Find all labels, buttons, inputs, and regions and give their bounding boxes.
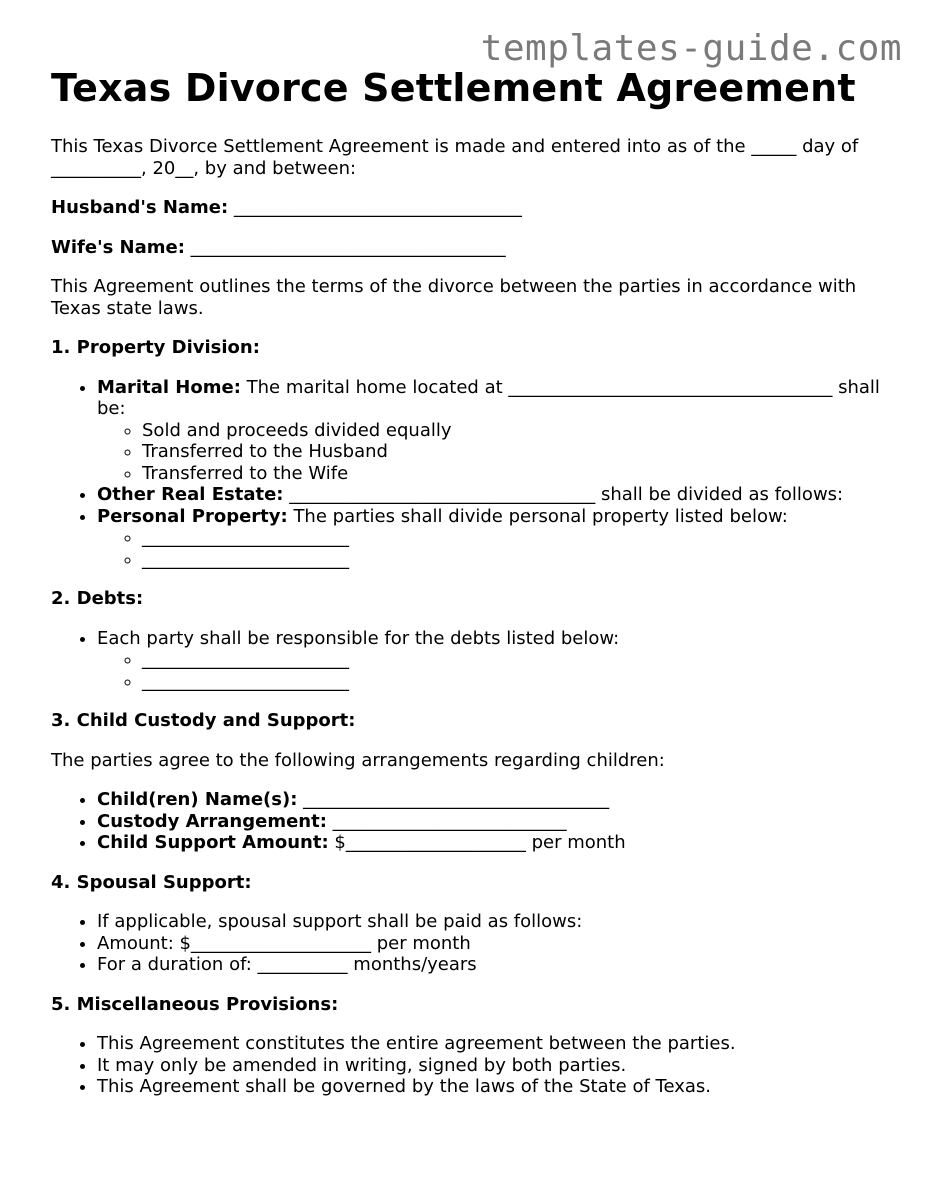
list-item <box>97 628 881 693</box>
list-item-personal-property <box>97 506 881 571</box>
custody-intro: The parties agree to the following arrangements regarding children: <box>51 749 665 771</box>
list-item-custody-arrangement <box>97 811 881 833</box>
misc-list <box>51 1033 881 1098</box>
list-item: • For a duration of: __________ months/years <box>97 954 881 976</box>
intro-paragraph: This Texas Divorce Settlement Agreement is made and entered into as of the _____ day of __________, 20__, by and between: <box>51 136 859 179</box>
list-item: ◦ Transferred to the Wife <box>142 463 881 485</box>
document-title: Texas Divorce Settlement Agreement <box>51 66 856 110</box>
wife-name-label: Wife's Name: <box>51 236 185 258</box>
list-item: ◦ Transferred to the Husband <box>142 441 881 463</box>
husband-name-blank: ________________________________ <box>233 197 522 218</box>
list-item-children-names <box>97 789 881 811</box>
list-item-marital-home <box>97 377 881 485</box>
custody-arrangement-label: Custody Arrangement: <box>97 810 327 832</box>
section-heading-debts: 2. Debts: <box>51 588 144 609</box>
list-item: ◦ _______________________ <box>142 527 881 549</box>
document-page <box>51 66 881 1098</box>
debts-blanks <box>97 649 881 692</box>
husband-name-label: Husband's Name: <box>51 197 229 218</box>
debts-text: Each party shall be responsible for the debts listed below: <box>97 627 620 649</box>
list-item: • It may only be amended in writing, signed by both parties. <box>97 1055 881 1077</box>
list-item: ◦ _______________________ <box>142 549 881 571</box>
real-estate-text: __________________________________ shall be divided as follows: <box>289 484 844 505</box>
section-heading-custody: 3. Child Custody and Support: <box>51 710 356 731</box>
list-item: ◦ Sold and proceeds divided equally <box>142 420 881 442</box>
child-support-label: Child Support Amount: <box>97 832 329 853</box>
list-item: ◦ _______________________ <box>142 671 881 693</box>
wife-name-field <box>51 237 881 259</box>
section-heading-property: 1. Property Division: <box>51 337 260 358</box>
personal-property-text: The parties shall divide personal property listed below: <box>293 505 788 527</box>
custody-list <box>51 789 881 854</box>
list-item: • Amount: $____________________ per month <box>97 933 881 955</box>
personal-property-blanks <box>97 527 881 570</box>
husband-name-field <box>51 197 881 219</box>
watermark: templates-guide.com <box>480 28 902 69</box>
debts-list <box>51 628 881 693</box>
child-support-text: $____________________ per month <box>334 832 626 853</box>
section-heading-spousal: 4. Spousal Support: <box>51 871 252 893</box>
children-names-blank: __________________________________ <box>303 789 610 810</box>
list-item-other-real-estate <box>97 484 881 506</box>
marital-home-label: Marital Home: <box>97 376 241 398</box>
custody-arrangement-blank: __________________________ <box>332 810 567 832</box>
list-item-child-support <box>97 832 881 854</box>
spousal-list <box>51 911 881 976</box>
marital-home-text: The marital home located at ____________________________________ shall be: <box>97 376 880 419</box>
list-item: • If applicable, spousal support shall be paid as follows: <box>97 911 881 933</box>
property-list <box>51 377 881 571</box>
purpose-paragraph: This Agreement outlines the terms of the divorce between the parties in accordance with Texas state laws. <box>51 276 857 319</box>
real-estate-label: Other Real Estate: <box>97 484 284 505</box>
children-names-label: Child(ren) Name(s): <box>97 789 298 810</box>
marital-home-options <box>97 420 881 485</box>
wife-name-blank: ___________________________________ <box>190 236 506 258</box>
list-item: ◦ _______________________ <box>142 649 881 671</box>
personal-property-label: Personal Property: <box>97 505 288 527</box>
list-item: • This Agreement shall be governed by the laws of the State of Texas. <box>97 1076 881 1098</box>
section-heading-misc: 5. Miscellaneous Provisions: <box>51 993 339 1015</box>
list-item: • This Agreement constitutes the entire agreement between the parties. <box>97 1033 881 1055</box>
